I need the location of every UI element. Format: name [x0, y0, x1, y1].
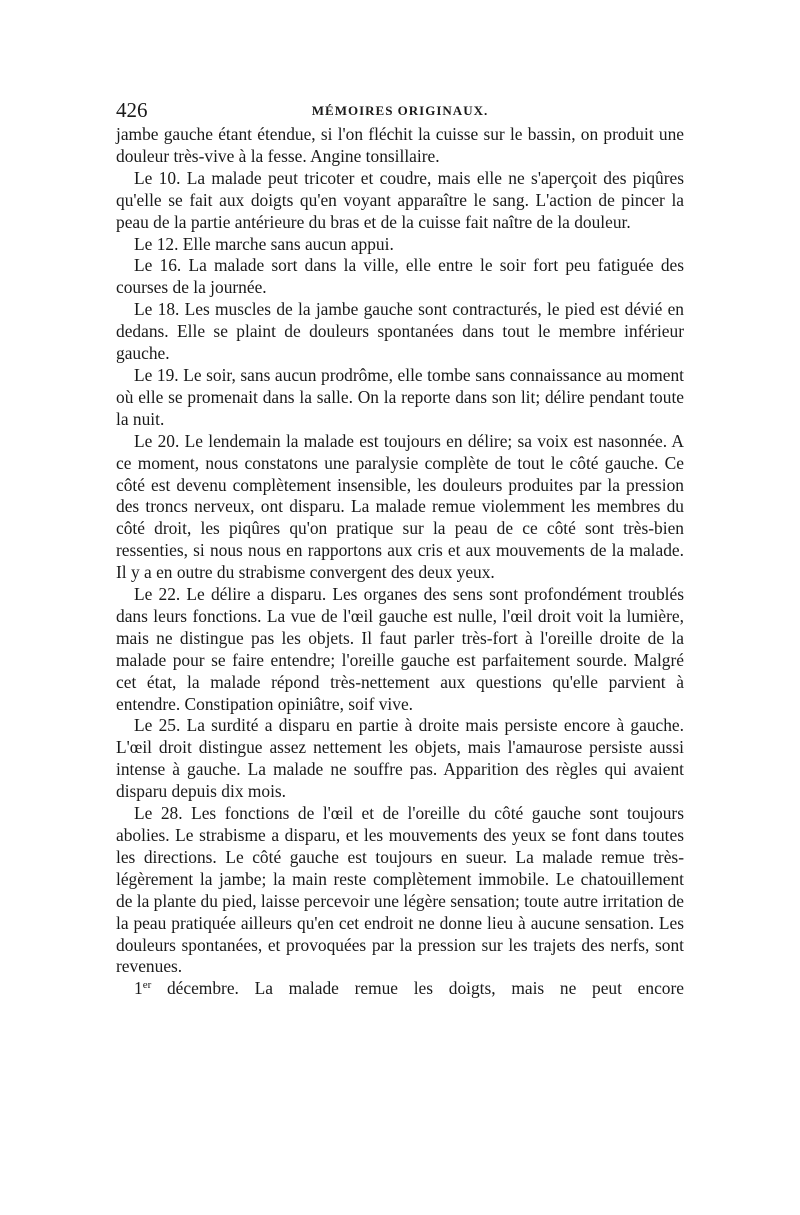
paragraph-le-28: Le 28. Les fonctions de l'œil et de l'oreille du côté gauche sont toujours abolies. Le strabisme a disparu, et les mouvements des yeux se font dans toutes les directions. Le côté gauche est toujours en sueur. La malade remue très-légèrement la jambe; la main reste complètement immobile. Le chatouillement de la plante du pied, laisse percevoir une légère sensation; toute autre irritation de la peau pratiquée ailleurs qu'en cet endroit ne donne lieu à aucune sensation. Les douleurs spontanées, et provoquées par la pression sur les trajets des nerfs, sont revenues.	[116, 803, 684, 977]
book-page	[116, 98, 684, 1000]
page-header	[116, 98, 684, 122]
paragraph-1er-decembre	[116, 978, 684, 1000]
paragraph-le-16: Le 16. La malade sort dans la ville, elle entre le soir fort peu fatiguée des courses de la journée.	[116, 255, 684, 298]
ordinal-suffix: er	[142, 979, 152, 992]
last-line-text: décembre. La malade remue les doigts, mais ne peut encore	[151, 978, 684, 999]
running-title: MÉMOIRES ORIGINAUX.	[311, 103, 489, 118]
paragraph-le-12: Le 12. Elle marche sans aucun appui.	[134, 233, 394, 254]
ordinal-number: 1	[134, 978, 143, 999]
paragraph-le-25: Le 25. La surdité a disparu en partie à droite mais persiste encore à gauche. L'œil droit distingue assez nettement les objets, mais l'amaurose persiste aussi intense à gauche. La malade ne souffre pas. Apparition des règles qui avaient disparu depuis dix mois.	[116, 715, 684, 802]
page-number: 426	[116, 98, 148, 122]
body-text	[116, 124, 684, 1000]
paragraph-le-10: Le 10. La malade peut tricoter et coudre, mais elle ne s'aperçoit des piqûres qu'elle se fait aux doigts qu'en voyant apparaître le sang. L'action de pincer la peau de la partie antérieure du bras et de la cuisse fait naître de la douleur.	[116, 167, 684, 232]
paragraph-le-22: Le 22. Le délire a disparu. Les organes des sens sont profondément troublés dans leurs fonctions. La vue de l'œil gauche est nulle, l'œil droit voit la lumière, mais ne distingue pas les objets. Il faut parler très-fort à l'oreille droite de la malade pour se faire entendre; l'oreille gauche est parfaitement sourde. Malgré cet état, la malade répond très-nettement aux questions qu'elle parvient à entendre. Constipation opiniâtre, soif vive.	[116, 584, 684, 714]
paragraph-continuation: jambe gauche étant étendue, si l'on fléchit la cuisse sur le bassin, on produit une douleur très-vive à la fesse. Angine tonsillaire.	[116, 124, 684, 166]
paragraph-le-20: Le 20. Le lendemain la malade est toujours en délire; sa voix est nasonnée. A ce moment, nous constatons une paralysie complète de tout le côté gauche. Ce côté est devenu complètement insensible, les douleurs produites par la pression des troncs nerveux, ont disparu. La malade remue violemment les membres du côté droit, les piqûres qu'on pratique sur la peau de ce côté sont très-bien ressenties, si nous nous en rapportons aux cris et aux mouvements de la malade. Il y a en outre du strabisme convergent des deux yeux.	[116, 430, 684, 583]
paragraph-le-19: Le 19. Le soir, sans aucun prodrôme, elle tombe sans connaissance au moment où elle se promenait dans la salle. On la reporte dans son lit; délire pendant toute la nuit.	[116, 364, 684, 429]
paragraph-le-18: Le 18. Les muscles de la jambe gauche sont contracturés, le pied est dévié en dedans. Elle se plaint de douleurs spontanées dans tout le membre inférieur gauche.	[116, 299, 684, 364]
